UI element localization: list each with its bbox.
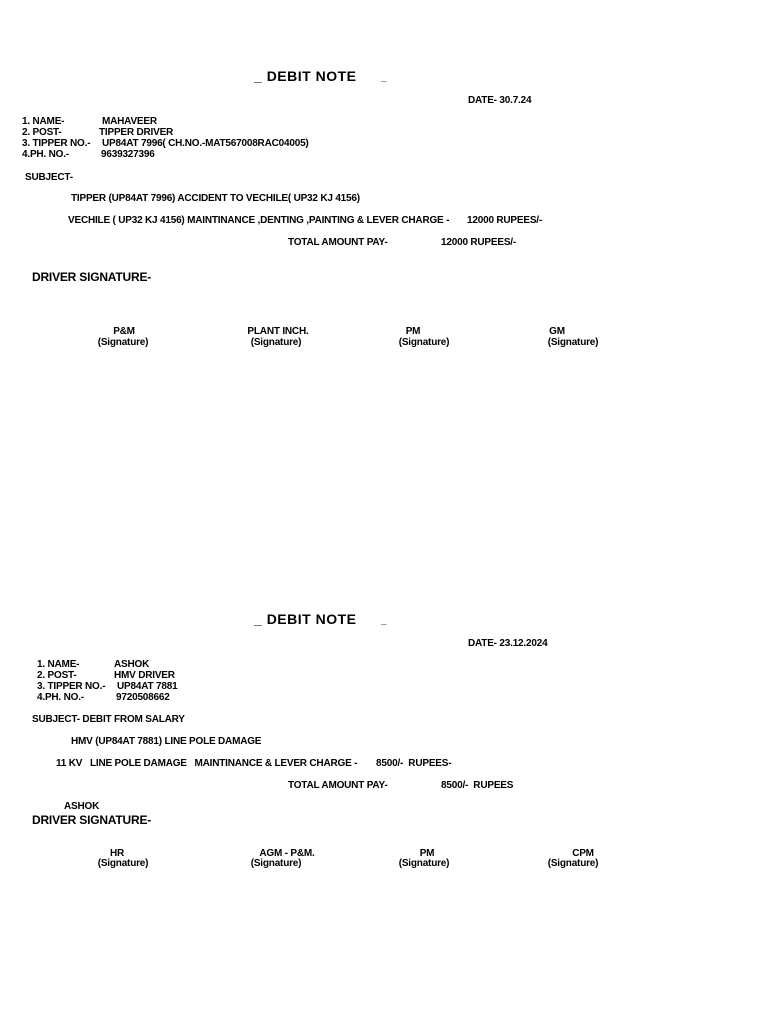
signatory-caption: (Signature) <box>547 337 599 348</box>
title-underscore: _ <box>381 615 387 626</box>
subject-label: SUBJECT- DEBIT FROM SALARY <box>32 714 185 725</box>
signatory-role: PM <box>419 848 435 859</box>
note-title: _ DEBIT NOTE <box>254 611 357 627</box>
signatory-role: PM <box>405 326 421 337</box>
field-value-post: TIPPER DRIVER <box>99 127 174 138</box>
signatory-role: CPM <box>572 848 594 859</box>
signatory-caption: (Signature) <box>398 337 450 348</box>
subject-line: TIPPER (UP84AT 7996) ACCIDENT TO VECHILE( UP32 KJ 4156) <box>71 193 360 204</box>
field-label-phone: 4.PH. NO.- <box>22 149 69 160</box>
signatory-role: HR <box>109 848 125 859</box>
field-label-post: 2. POST- <box>22 127 62 138</box>
field-value-tipper: UP84AT 7881 <box>117 681 178 692</box>
charge-description: 11 KV LINE POLE DAMAGE MAINTINANCE & LEVER CHARGE - <box>56 758 358 769</box>
subject-label: SUBJECT- <box>25 172 73 183</box>
note-date: DATE- 23.12.2024 <box>468 638 548 649</box>
field-label-name: 1. NAME- <box>22 116 65 127</box>
field-label-tipper: 3. TIPPER NO.- <box>22 138 91 149</box>
signatory-caption: (Signature) <box>97 858 149 869</box>
signatory-role: GM <box>549 326 565 337</box>
total-amount: 8500/- RUPEES <box>441 780 514 791</box>
field-value-tipper: UP84AT 7996( CH.NO.-MAT567008RAC04005) <box>102 138 309 149</box>
driver-signature-label: DRIVER SIGNATURE- <box>32 813 152 827</box>
field-label-phone: 4.PH. NO.- <box>37 692 84 703</box>
signatory-caption: (Signature) <box>250 337 302 348</box>
driver-signature-label: DRIVER SIGNATURE- <box>32 270 152 284</box>
note-date: DATE- 30.7.24 <box>468 95 532 106</box>
signatory-caption: (Signature) <box>398 858 450 869</box>
field-label-post: 2. POST- <box>37 670 77 681</box>
total-label: TOTAL AMOUNT PAY- <box>288 237 388 248</box>
field-value-phone: 9639327396 <box>101 149 155 160</box>
field-value-phone: 9720508662 <box>116 692 170 703</box>
note-title: _ DEBIT NOTE <box>254 68 357 84</box>
signatory-role: AGM - P&M. <box>259 848 315 859</box>
signatory-role: P&M <box>113 326 135 337</box>
field-label-name: 1. NAME- <box>37 659 80 670</box>
total-amount: 12000 RUPEES/- <box>441 237 517 248</box>
field-label-tipper: 3. TIPPER NO.- <box>37 681 106 692</box>
field-value-name: ASHOK <box>114 659 150 670</box>
signatory-caption: (Signature) <box>250 858 302 869</box>
title-underscore: _ <box>381 72 387 83</box>
field-value-post: HMV DRIVER <box>114 670 175 681</box>
charge-amount: 12000 RUPEES/- <box>467 215 543 226</box>
field-value-name: MAHAVEER <box>102 116 157 127</box>
signatory-role: PLANT INCH. <box>247 326 309 337</box>
signatory-caption: (Signature) <box>547 858 599 869</box>
driver-name: ASHOK <box>64 801 100 812</box>
charge-amount: 8500/- RUPEES- <box>376 758 452 769</box>
signatory-caption: (Signature) <box>97 337 149 348</box>
charge-description: VECHILE ( UP32 KJ 4156) MAINTINANCE ,DENTING ,PAINTING & LEVER CHARGE - <box>68 215 450 226</box>
subject-line: HMV (UP84AT 7881) LINE POLE DAMAGE <box>71 736 262 747</box>
total-label: TOTAL AMOUNT PAY- <box>288 780 388 791</box>
